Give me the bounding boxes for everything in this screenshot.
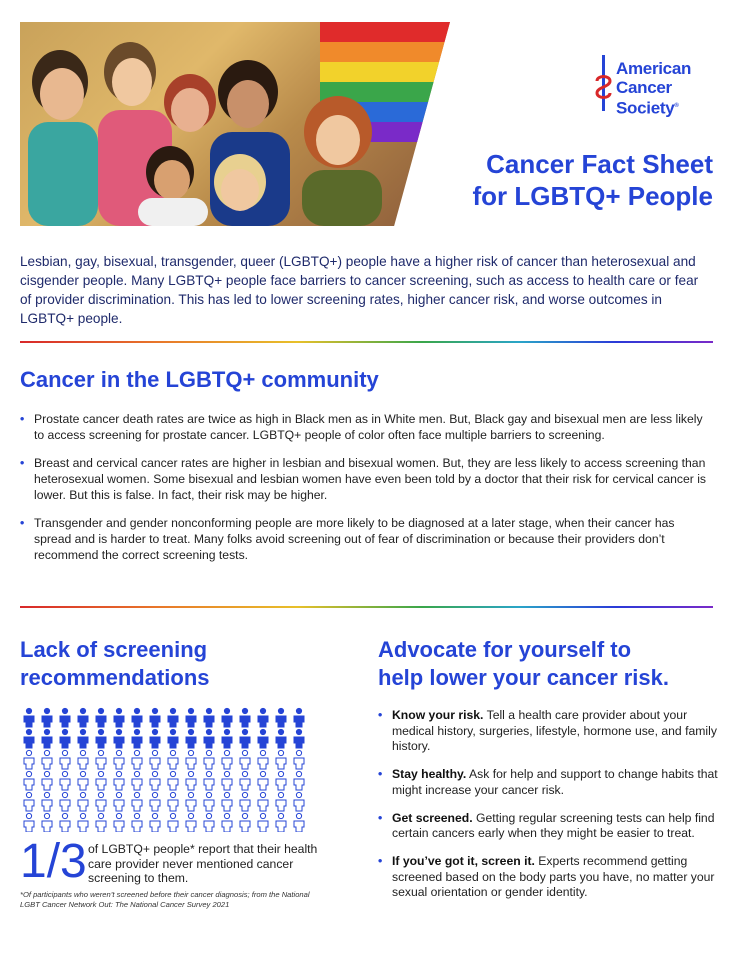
person-icon xyxy=(42,729,52,748)
person-icon xyxy=(222,750,232,769)
item-lead: Get screened. xyxy=(392,810,473,825)
person-icon xyxy=(258,771,268,790)
person-icon xyxy=(222,792,232,811)
item-text: Tell a health care provider about your medical history, surgeries, lifestyle, hormone use, and family history. xyxy=(392,708,717,753)
intro-paragraph: Lesbian, gay, bisexual, transgender, queer (LGBTQ+) people have a higher risk of cancer than heterosexual and cisgender people. Many LGBTQ+ people face barriers to cancer screening, such as access to health care or fear of provider discrimination. This has led to lower screening rates, higher cancer risk, and worse outcomes in LGBTQ+ people. xyxy=(20,254,699,326)
person-icon xyxy=(96,792,106,811)
person-icon xyxy=(114,771,124,790)
person-icon xyxy=(150,792,160,811)
list-item xyxy=(378,811,718,842)
list-item: • Breast and cervical cancer rates are higher in lesbian and bisexual women. But, they are less likely to access screening than heterosexual women. Some bisexual and lesbian women have even been told by a doctor that their risk for cervical cancer is lower. But this is false. In fact, their risk may be higher. xyxy=(20,455,713,503)
hero-photo xyxy=(20,22,450,226)
advocate-heading-line-2: help lower your cancer risk. xyxy=(378,665,670,690)
person-icon xyxy=(114,792,124,811)
person-icon xyxy=(186,813,196,832)
person-icon xyxy=(294,708,304,727)
person-icon xyxy=(258,750,268,769)
person-icon xyxy=(204,813,214,832)
person-icon xyxy=(60,708,70,727)
person-icon xyxy=(78,750,88,769)
person-icon xyxy=(96,771,106,790)
person-icon xyxy=(168,708,178,727)
advocate-heading xyxy=(378,636,669,692)
item-text: Ask for help and support to change habits that might increase your cancer risk. xyxy=(392,767,718,797)
screening-heading xyxy=(20,636,210,692)
footnote-source: Out: The National Cancer Survey 2021 xyxy=(98,900,230,909)
person-icon xyxy=(204,792,214,811)
person-icon xyxy=(132,771,142,790)
advocate-heading-line-1: Advocate for yourself to xyxy=(378,637,632,662)
person-icon xyxy=(222,708,232,727)
person-icon xyxy=(258,792,268,811)
person-icon xyxy=(222,813,232,832)
person-icon xyxy=(24,792,34,811)
acs-logo xyxy=(594,55,714,117)
rainbow-divider xyxy=(20,606,713,608)
person-icon xyxy=(186,729,196,748)
person-icon xyxy=(114,813,124,832)
person-icon xyxy=(60,750,70,769)
person-icon xyxy=(258,813,268,832)
person-icon xyxy=(96,708,106,727)
person-icon xyxy=(294,813,304,832)
item-lead: If you’ve got it, screen it. xyxy=(392,854,535,868)
person-icon xyxy=(132,813,142,832)
person-icon xyxy=(78,729,88,748)
person-icon xyxy=(186,771,196,790)
person-icon xyxy=(150,729,160,748)
community-bullets xyxy=(20,411,713,575)
title-line-2: for LGBTQ+ People xyxy=(472,181,713,211)
person-icon xyxy=(132,708,142,727)
screening-heading-line-2: recommendations xyxy=(20,665,210,690)
list-item xyxy=(378,767,718,798)
person-icon xyxy=(204,708,214,727)
list-item xyxy=(378,708,718,755)
advocate-list xyxy=(378,708,718,913)
list-item: • Transgender and gender nonconforming people are more likely to be diagnosed at a later stage, when their cancer has spread and is harder to treat. Many folks avoid screening out of fear of discrimination or because their providers don’t recommend the correct screening tests. xyxy=(20,515,713,563)
person-icon xyxy=(258,708,268,727)
item-text: Getting regular screening tests can help find certain cancers early when they might be easier to treat. xyxy=(392,810,715,840)
person-icon xyxy=(168,813,178,832)
logo-line-1: American xyxy=(616,59,692,78)
person-icon xyxy=(186,750,196,769)
stat-fraction: 1/3 xyxy=(20,835,87,888)
person-icon xyxy=(24,750,34,769)
person-icon xyxy=(222,771,232,790)
person-icon xyxy=(240,813,250,832)
person-icon xyxy=(276,813,286,832)
person-icon xyxy=(24,729,34,748)
people-pictogram xyxy=(20,706,310,832)
person-icon xyxy=(78,813,88,832)
stat-description: of LGBTQ+ people* report that their health care provider never mentioned cancer screening to them. xyxy=(88,842,318,885)
item-lead: Know your risk. xyxy=(392,708,484,722)
item-text: Experts recommend getting screened based on the body parts you have, no matter your sexual orientation or gender identity. xyxy=(392,854,715,899)
person-icon xyxy=(42,813,52,832)
title-line-1: Cancer Fact Sheet xyxy=(486,149,713,179)
community-heading: Cancer in the LGBTQ+ community xyxy=(20,367,379,392)
person-icon xyxy=(78,708,88,727)
person-icon xyxy=(168,792,178,811)
person-icon xyxy=(96,750,106,769)
person-icon xyxy=(186,792,196,811)
person-icon xyxy=(60,729,70,748)
person-icon xyxy=(150,771,160,790)
person-icon xyxy=(24,708,34,727)
person-icon xyxy=(132,729,142,748)
person-icon xyxy=(240,708,250,727)
logo-wordmark xyxy=(616,59,691,118)
person-icon xyxy=(294,771,304,790)
person-icon xyxy=(42,792,52,811)
person-icon xyxy=(42,750,52,769)
person-icon xyxy=(60,771,70,790)
person-icon xyxy=(186,708,196,727)
person-icon xyxy=(240,792,250,811)
person-icon xyxy=(276,771,286,790)
sword-logo-icon xyxy=(594,55,614,117)
person-icon xyxy=(168,771,178,790)
person-icon xyxy=(204,750,214,769)
person-icon xyxy=(258,729,268,748)
person-icon xyxy=(222,729,232,748)
person-icon xyxy=(24,813,34,832)
item-lead: Stay healthy. xyxy=(392,767,467,781)
person-icon xyxy=(276,792,286,811)
person-icon xyxy=(42,708,52,727)
person-icon xyxy=(294,792,304,811)
person-icon xyxy=(42,771,52,790)
person-icon xyxy=(276,708,286,727)
person-icon xyxy=(240,729,250,748)
person-icon xyxy=(168,729,178,748)
person-icon xyxy=(168,750,178,769)
list-item xyxy=(378,854,718,901)
person-icon xyxy=(96,729,106,748)
person-icon xyxy=(276,750,286,769)
person-icon xyxy=(150,750,160,769)
person-icon xyxy=(114,729,124,748)
person-icon xyxy=(24,771,34,790)
person-icon xyxy=(78,771,88,790)
person-icon xyxy=(294,750,304,769)
person-icon xyxy=(204,771,214,790)
footnote xyxy=(20,890,330,910)
person-icon xyxy=(60,792,70,811)
person-icon xyxy=(240,750,250,769)
person-icon xyxy=(114,750,124,769)
person-icon xyxy=(78,792,88,811)
list-item: • Prostate cancer death rates are twice as high in Black men as in White men. But, Black gay and bisexual men are less likely to access screening for prostate cancer. LGBTQ+ people of color often face multiple barriers to screening. xyxy=(20,411,713,443)
logo-line-2: Cancer xyxy=(616,78,672,97)
person-icon xyxy=(276,729,286,748)
person-icon xyxy=(150,708,160,727)
person-icon xyxy=(96,813,106,832)
screening-heading-line-1: Lack of screening xyxy=(20,637,208,662)
person-icon xyxy=(132,792,142,811)
person-icon xyxy=(132,750,142,769)
person-icon xyxy=(114,708,124,727)
person-icon xyxy=(150,813,160,832)
rainbow-divider xyxy=(20,341,713,343)
person-icon xyxy=(240,771,250,790)
person-icon xyxy=(294,729,304,748)
page-title xyxy=(472,148,713,212)
logo-line-3: Society® xyxy=(616,98,679,118)
person-icon xyxy=(204,729,214,748)
footnote-text: *Of participants who weren’t screened before their cancer diagnosis; from the National LGBT Cancer Network xyxy=(20,890,310,909)
person-icon xyxy=(60,813,70,832)
group-photo-illustration xyxy=(20,22,450,226)
